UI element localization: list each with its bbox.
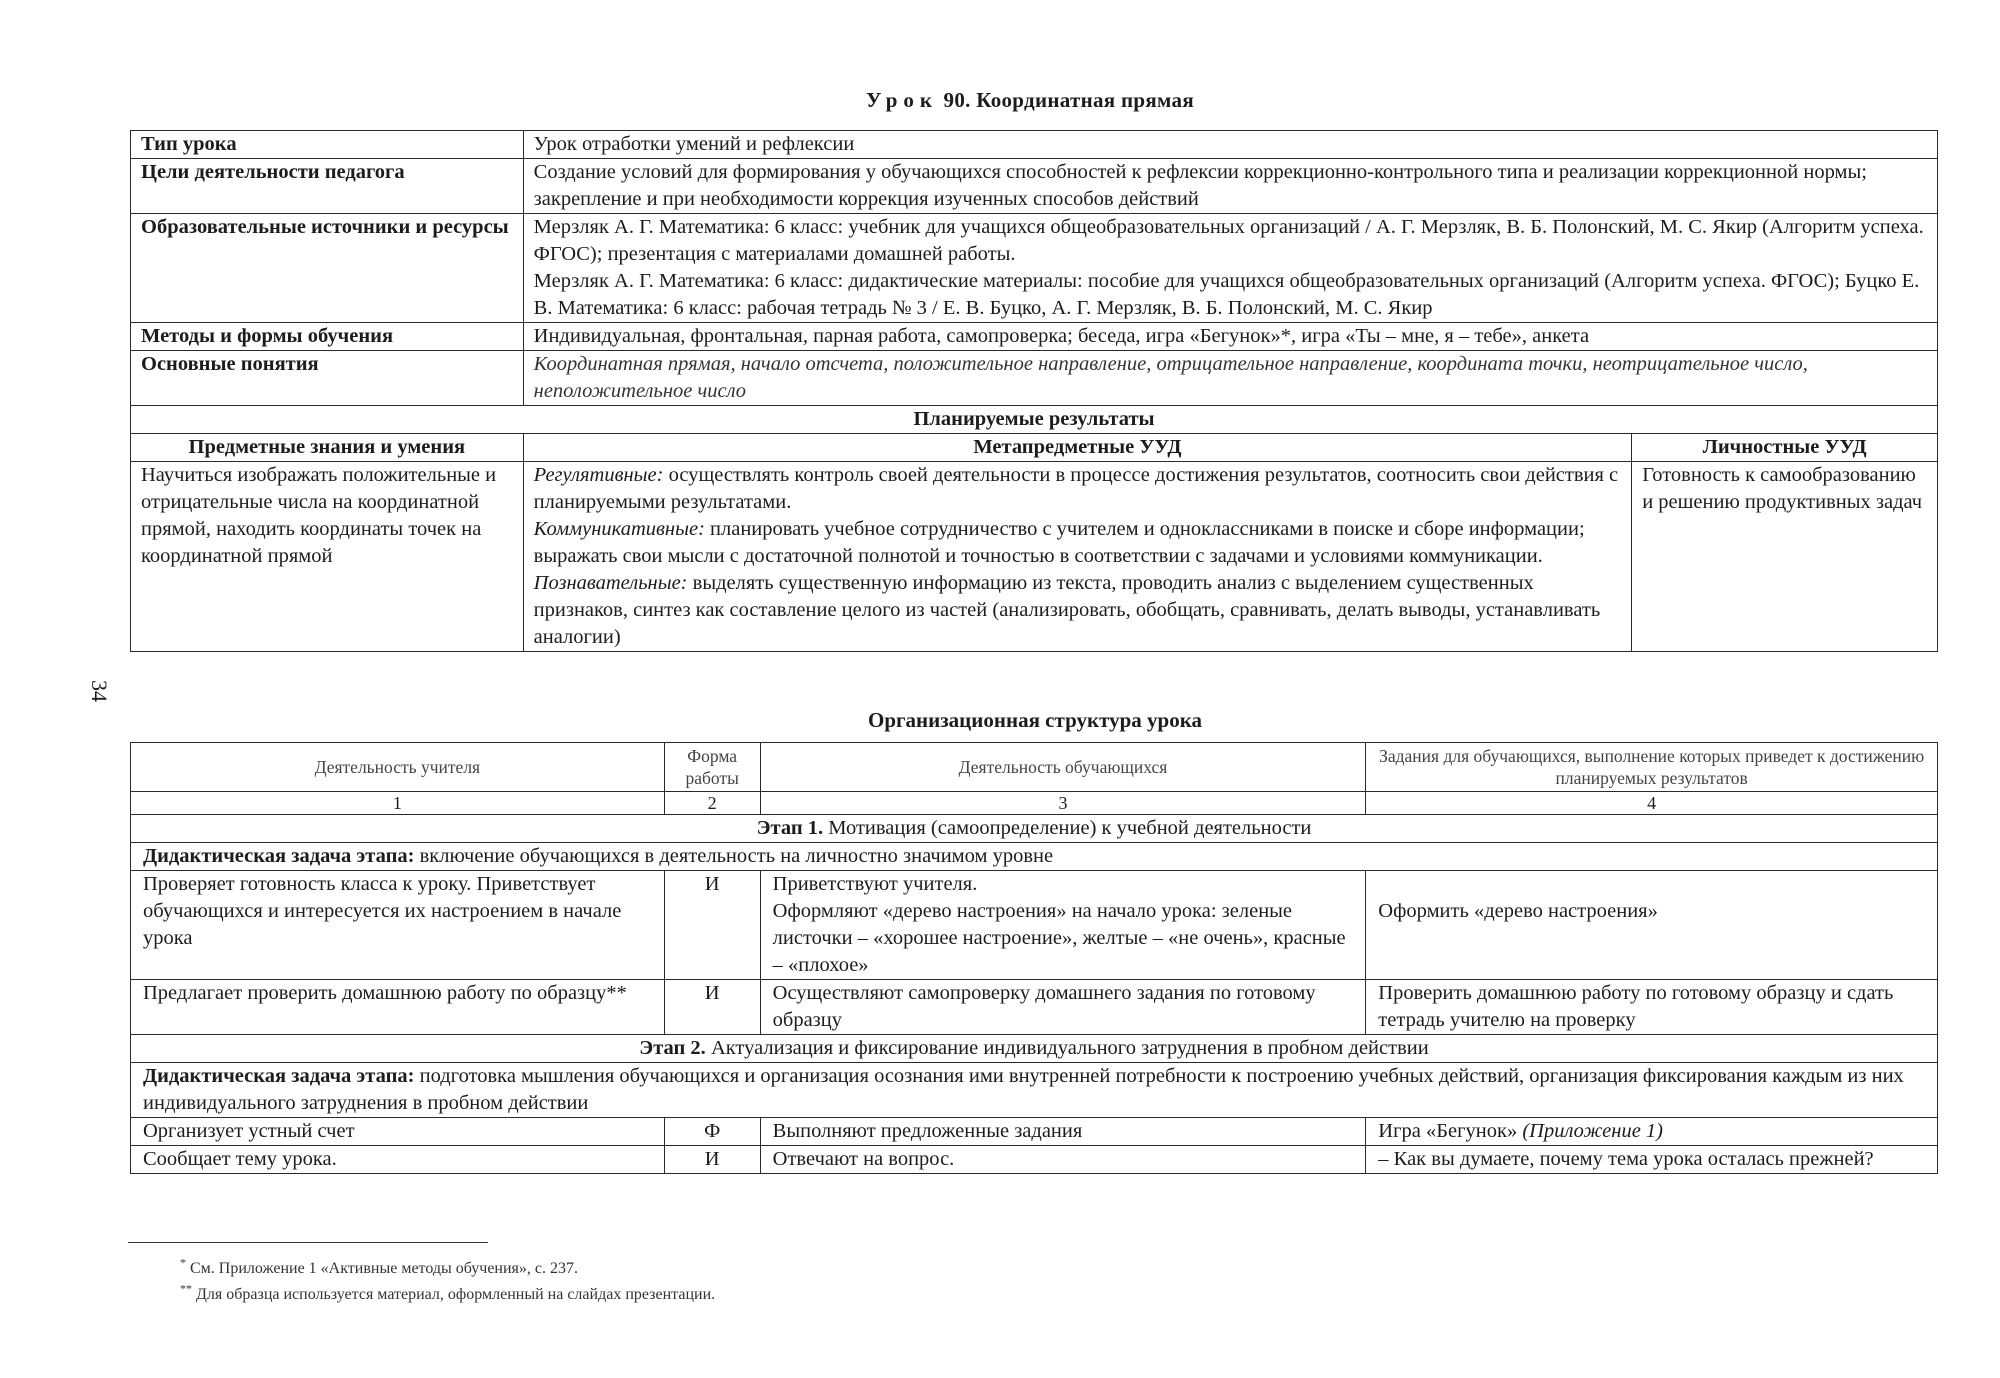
footnote	[180, 1255, 579, 1278]
info-value: Создание условий для формирования у обучающихся способностей к рефлексии коррекционно-контрольного типа и реализации коррекционной нормы; закрепление и при необходимости коррекция изученных способов действий	[523, 159, 1937, 214]
student-activity: Отвечают на вопрос.	[760, 1146, 1366, 1174]
student-task: – Как вы думаете, почему тема урока осталась прежней?	[1366, 1146, 1938, 1174]
student-task: Оформить «дерево настроения»	[1366, 871, 1938, 980]
table-row	[131, 434, 1938, 462]
regulatory-label: Регулятивные:	[533, 464, 664, 486]
student-activity: Выполняют предложенные задания	[760, 1118, 1366, 1146]
info-value: Урок отработки умений и рефлексии	[523, 131, 1937, 159]
table-row	[131, 792, 1938, 815]
info-label: Основные понятия	[131, 351, 524, 406]
lesson-info-table	[130, 130, 1938, 652]
task-label: Дидактическая задача этапа:	[143, 845, 415, 867]
table-row	[131, 871, 1938, 980]
info-label: Образовательные источники и ресурсы	[131, 214, 524, 323]
personal-results: Готовность к самообразованию и решению продуктивных задач	[1632, 462, 1938, 652]
table-row	[131, 1146, 1938, 1174]
stage-2-task	[131, 1063, 1938, 1118]
task-text: подготовка мышления обучающихся и организация осознания ими внутренней потребности к построению учебных действий, организация фиксирования каждым из них индивидуального затруднения в пробном действии	[143, 1065, 1904, 1114]
subject-results: Научиться изображать положительные и отрицательные числа на координатной прямой, находить координаты точек на координатной прямой	[131, 462, 524, 652]
table-row	[131, 462, 1938, 652]
column-header: Метапредметные УУД	[523, 434, 1632, 462]
column-header: Личностные УУД	[1632, 434, 1938, 462]
page-number: 34	[87, 680, 112, 702]
table-row	[131, 1035, 1938, 1063]
stage-label: Этап 1.	[756, 817, 824, 839]
footnote-text: См. Приложение 1 «Активные методы обучения», с. 237.	[190, 1260, 579, 1277]
results-heading: Планируемые результаты	[131, 406, 1938, 434]
table-row	[131, 131, 1938, 159]
column-header: Деятельность учителя	[131, 743, 665, 792]
resource-line: Мерзляк А. Г. Математика: 6 класс: дидактические материалы: пособие для учащихся общеобразовательных организаций (Алгоритм успеха. ФГОС); Буцко Е. В. Математика: 6 класс: рабочая тетрадь № 3 / Е. В. Буцко, А. Г. Мерзляк, В. Б. Полонский, М. С. Якир	[533, 270, 1920, 319]
info-value	[523, 214, 1937, 323]
info-label: Тип урока	[131, 131, 524, 159]
task-label: Дидактическая задача этапа:	[143, 1065, 415, 1087]
info-value: Индивидуальная, фронтальная, парная работа, самопроверка; беседа, игра «Бегунок»*, игра «Ты – мне, я – тебе», анкета	[523, 323, 1937, 351]
student-activity-line: Оформляют «дерево настроения» на начало урока: зеленые листочки – «хорошее настроение», желтые – «не очень», красные – «плохое»	[772, 900, 1346, 976]
lesson-title	[0, 88, 2000, 113]
communicative-text: планировать учебное сотрудничество с учителем и одноклассниками в поиске и сборе информации; выражать свои мысли с достаточной полнотой и точностью в соответствии с задачами и условиями коммуникации.	[533, 518, 1585, 567]
task-appendix: (Приложение 1)	[1522, 1120, 1664, 1142]
student-activity-line: Приветствуют учителя.	[772, 873, 978, 895]
structure-heading: Организационная структура урока	[867, 708, 1203, 732]
table-row	[131, 159, 1938, 214]
table-row	[131, 1118, 1938, 1146]
work-form: Ф	[664, 1118, 760, 1146]
table-row	[131, 323, 1938, 351]
lesson-structure-table	[130, 742, 1938, 1174]
task-text: включение обучающихся в деятельность на личностно значимом уровне	[419, 845, 1054, 867]
table-row	[131, 743, 1938, 792]
column-header: Деятельность обучающихся	[760, 743, 1366, 792]
column-number: 1	[131, 792, 665, 815]
table-row	[131, 815, 1938, 843]
work-form: И	[664, 1146, 760, 1174]
lesson-prefix: Урок	[866, 88, 938, 112]
table-row	[131, 980, 1938, 1035]
column-number: 4	[1366, 792, 1938, 815]
column-header: Предметные знания и умения	[131, 434, 524, 462]
student-task: Проверить домашнюю работу по готовому образцу и сдать тетрадь учителю на проверку	[1366, 980, 1938, 1035]
regulatory-text: осуществлять контроль своей деятельности в процессе достижения результатов, соотносить свои действия с планируемыми результатами.	[533, 464, 1619, 513]
stage-2-heading	[131, 1035, 1938, 1063]
footnote-mark: **	[180, 1281, 192, 1296]
stage-1-task	[131, 843, 1938, 871]
work-form: И	[664, 980, 760, 1035]
student-activity	[760, 871, 1366, 980]
column-number: 2	[664, 792, 760, 815]
stage-title: Актуализация и фиксирование индивидуального затруднения в пробном действии	[710, 1037, 1429, 1059]
table-row	[131, 351, 1938, 406]
student-task	[1366, 1118, 1938, 1146]
teacher-activity: Сообщает тему урока.	[131, 1146, 665, 1174]
table-row	[131, 1063, 1938, 1118]
cognitive-text: выделять существенную информацию из текста, проводить анализ с выделением существенных признаков, синтез как составление целого из частей (анализировать, обобщать, сравнивать, делать выводы, устанавливать аналогии)	[533, 572, 1601, 648]
teacher-activity: Организует устный счет	[131, 1118, 665, 1146]
footnote-text: Для образца используется материал, оформленный на слайдах презентации.	[196, 1286, 716, 1303]
cognitive-label: Познавательные:	[533, 572, 688, 594]
footnote-divider	[128, 1242, 488, 1243]
info-label: Методы и формы обучения	[131, 323, 524, 351]
stage-1-heading	[131, 815, 1938, 843]
column-header: Задания для обучающихся, выполнение которых приведет к достижению планируемых результатов	[1366, 743, 1938, 792]
footnote	[180, 1281, 716, 1304]
communicative-label: Коммуникативные:	[533, 518, 705, 540]
info-label: Цели деятельности педагога	[131, 159, 524, 214]
lesson-name: 90. Координатная прямая	[943, 88, 1194, 112]
work-form: И	[664, 871, 760, 980]
column-number: 3	[760, 792, 1366, 815]
stage-label: Этап 2.	[639, 1037, 706, 1059]
teacher-activity: Проверяет готовность класса к уроку. Приветствует обучающихся и интересуется их настроением в начале урока	[131, 871, 665, 980]
meta-results	[523, 462, 1632, 652]
student-activity: Осуществляют самопроверку домашнего задания по готовому образцу	[760, 980, 1366, 1035]
stage-title: Мотивация (самоопределение) к учебной деятельности	[828, 817, 1312, 839]
table-row	[131, 214, 1938, 323]
teacher-activity	[131, 980, 665, 1035]
resource-line: Мерзляк А. Г. Математика: 6 класс: учебник для учащихся общеобразовательных организаций / А. Г. Мерзляк, В. Б. Полонский, М. С. Якир (Алгоритм успеха. ФГОС); презентация с материалами домашней работы.	[533, 216, 1924, 265]
table-row	[131, 843, 1938, 871]
teacher-activity-text: Предлагает проверить домашнюю работу по образцу**	[143, 982, 627, 1004]
info-value: Координатная прямая, начало отсчета, положительное направление, отрицательное направление, координата точки, неотрицательное число, неположительное число	[523, 351, 1937, 406]
column-header: Форма работы	[664, 743, 760, 792]
task-text: Игра «Бегунок»	[1378, 1120, 1518, 1142]
footnote-mark: *	[180, 1255, 186, 1270]
table-row	[131, 406, 1938, 434]
